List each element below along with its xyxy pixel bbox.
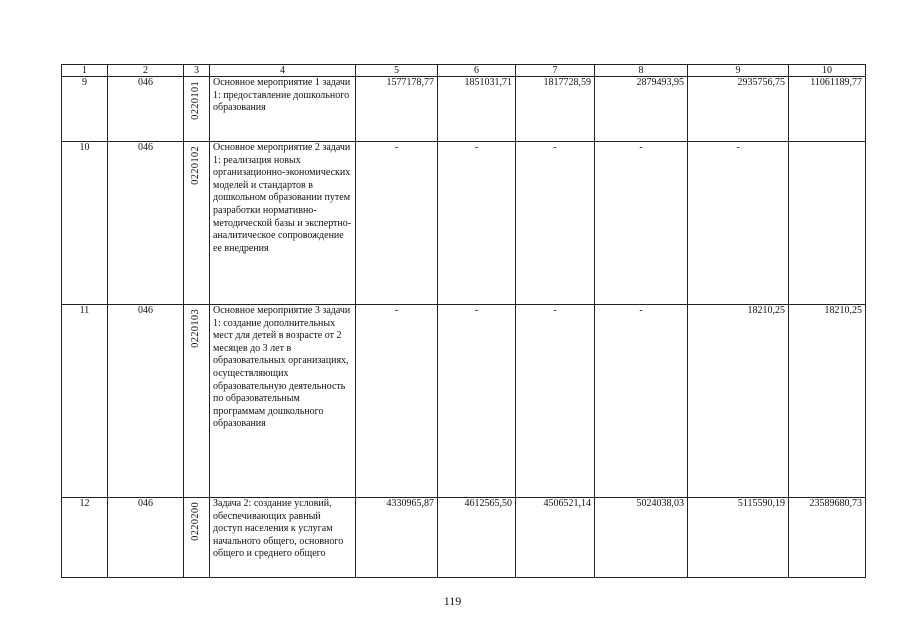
- col-header: 8: [595, 65, 688, 77]
- program-code-cell: [184, 498, 210, 578]
- col-header: 3: [184, 65, 210, 77]
- col-header: 10: [789, 65, 866, 77]
- admin-code: 046: [108, 142, 184, 305]
- admin-code: 046: [108, 77, 184, 142]
- admin-code: 046: [108, 305, 184, 498]
- value-col8: 5024038,03: [595, 498, 688, 578]
- col-header: 4: [210, 65, 356, 77]
- value-col5: -: [356, 142, 438, 305]
- value-col7: 1817728,59: [516, 77, 595, 142]
- value-col10: 23589680,73: [789, 498, 866, 578]
- value-col5: -: [356, 305, 438, 498]
- value-col6: -: [438, 142, 516, 305]
- value-col10: 18210,25: [789, 305, 866, 498]
- table-row: [62, 77, 866, 142]
- budget-table: [61, 64, 866, 578]
- value-col5: 4330965,87: [356, 498, 438, 578]
- program-code-cell: [184, 305, 210, 498]
- table-row: [62, 305, 866, 498]
- table-row: [62, 142, 866, 305]
- admin-code: 046: [108, 498, 184, 578]
- row-number: 10: [62, 142, 108, 305]
- value-col10: 11061189,77: [789, 77, 866, 142]
- value-col9: -: [688, 142, 789, 305]
- activity-description: Основное мероприятие 2 задачи 1: реализация новых организационно-экономических моделей и стандартов в дошкольном образовании путем разработки нормативно-методической базы и экспертно-аналитическое сопровождение ее внедрения: [210, 142, 356, 305]
- value-col5: 1577178,77: [356, 77, 438, 142]
- value-col6: -: [438, 305, 516, 498]
- col-header: 5: [356, 65, 438, 77]
- table-row: [62, 498, 866, 578]
- col-header: 1: [62, 65, 108, 77]
- program-code: 0220103: [190, 309, 202, 348]
- program-code-cell: [184, 142, 210, 305]
- program-code-cell: [184, 77, 210, 142]
- program-code: 0220200: [190, 502, 202, 541]
- value-col8: -: [595, 142, 688, 305]
- activity-description: Основное мероприятие 3 задачи 1: создание дополнительных мест для детей в возрасте от 2 месяцев до 3 лет в образовательных организациях, осуществляющих образовательную деятельность по образовательным программам дошкольного образования: [210, 305, 356, 498]
- col-header: 7: [516, 65, 595, 77]
- value-col9: 2935756,75: [688, 77, 789, 142]
- activity-description: Основное мероприятие 1 задачи 1: предоставление дошкольного образования: [210, 77, 356, 142]
- value-col7: -: [516, 305, 595, 498]
- row-number: 11: [62, 305, 108, 498]
- value-col6: 4612565,50: [438, 498, 516, 578]
- program-code: 0220101: [190, 81, 202, 120]
- row-number: 12: [62, 498, 108, 578]
- col-header: 6: [438, 65, 516, 77]
- value-col9: 5115590,19: [688, 498, 789, 578]
- value-col7: -: [516, 142, 595, 305]
- page-number: 119: [443, 594, 462, 608]
- value-col7: 4506521,14: [516, 498, 595, 578]
- value-col10: [789, 142, 866, 305]
- col-header: 2: [108, 65, 184, 77]
- value-col9: 18210,25: [688, 305, 789, 498]
- col-header: 9: [688, 65, 789, 77]
- program-code: 0220102: [190, 146, 202, 185]
- row-number: 9: [62, 77, 108, 142]
- activity-description: Задача 2: создание условий, обеспечивающих равный доступ населения к услугам начального общего, основного общего и среднего общего: [210, 498, 356, 578]
- value-col8: -: [595, 305, 688, 498]
- value-col8: 2879493,95: [595, 77, 688, 142]
- value-col6: 1851031,71: [438, 77, 516, 142]
- header-row: [62, 65, 866, 77]
